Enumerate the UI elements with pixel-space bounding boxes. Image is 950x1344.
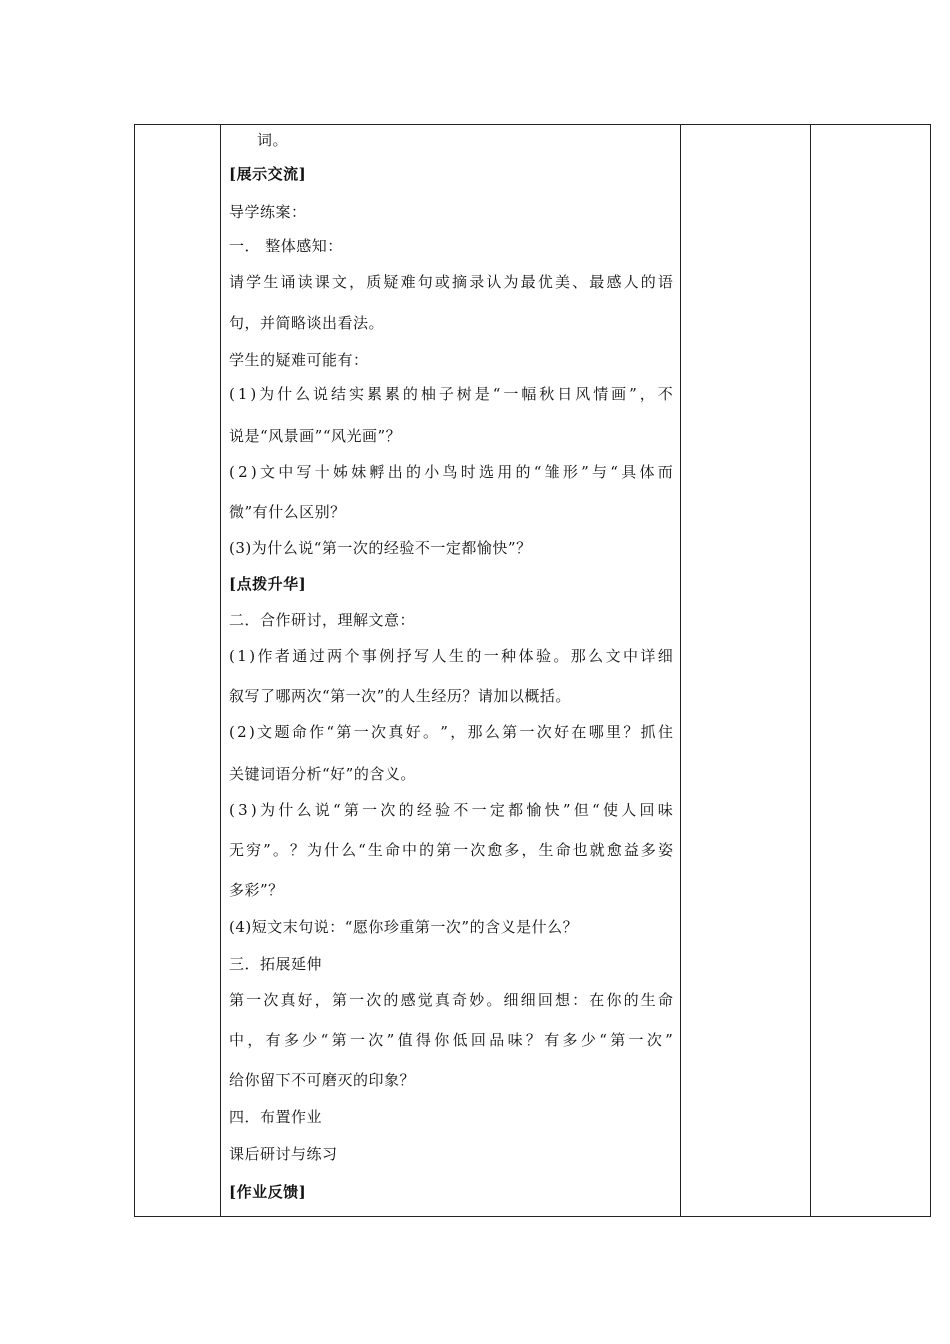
text-line: 说是“风景画”“风光画”？ bbox=[229, 427, 402, 445]
text-line: ( 2 ) 文 题 命 作 “ 第 一 次 真 好 。 ” ， 那 么 第 一 次 好 在 哪 里 ？ 抓 住 bbox=[229, 723, 673, 741]
text-line: 请 学 生 诵 读 课 文 ， 质 疑 难 句 或 摘 录 认 为 最 优 美 、 最 感 人 的 语 bbox=[229, 273, 673, 291]
text-line: 关键词语分析“好”的含义。 bbox=[229, 765, 416, 783]
text-line: 一． 整体感知： bbox=[229, 237, 343, 255]
text-line: 四．布置作业 bbox=[229, 1108, 323, 1126]
text-line: 多彩”？ bbox=[229, 881, 284, 899]
text-line: (3)为什么说“第一次的经验不一定都愉快”？ bbox=[229, 539, 532, 557]
text-line: 句，并简略谈出看法。 bbox=[229, 314, 385, 332]
column-divider bbox=[810, 125, 811, 1216]
text-line: 无 穷 ” 。 ？ 为 什 么 “ 生 命 中 的 第 一 次 愈 多 ， 生 命 也 就 愈 益 多 姿 bbox=[229, 841, 673, 859]
text-line: 二．合作研讨，理解文意： bbox=[229, 611, 416, 629]
text-line: 第 一 次 真 好 ， 第 一 次 的 感 觉 真 奇 妙 。 细 细 回 想 ： 在 你 的 生 命 bbox=[229, 991, 673, 1009]
text-line: 中 ， 有 多 少 “ 第 一 次 ” 值 得 你 低 回 品 味 ？ 有 多 少 “ 第 一 次 ” bbox=[229, 1031, 673, 1049]
section-heading: [展示交流] bbox=[229, 165, 307, 183]
text-line: 微”有什么区别？ bbox=[229, 503, 346, 521]
text-line: 导学练案： bbox=[229, 203, 307, 221]
column-divider bbox=[680, 125, 681, 1216]
column-divider bbox=[220, 125, 221, 1216]
text-line: 词。 bbox=[257, 131, 289, 149]
text-line: 学生的疑难可能有： bbox=[229, 351, 369, 369]
section-heading: [作业反馈] bbox=[229, 1183, 307, 1201]
text-line: 课后研讨与练习 bbox=[229, 1145, 338, 1163]
text-line: (4)短文末句说：“愿你珍重第一次”的含义是什么？ bbox=[229, 918, 579, 936]
text-line: 给你留下不可磨灭的印象？ bbox=[229, 1071, 416, 1089]
text-line: ( 1 ) 作 者 通 过 两 个 事 例 抒 写 人 生 的 一 种 体 验 。 那 么 文 中 详 细 bbox=[229, 647, 673, 665]
text-line: ( 3 ) 为 什 么 说 “ 第 一 次 的 经 验 不 一 定 都 愉 快 ” 但 “ 使 人 回 味 bbox=[229, 801, 673, 819]
section-heading: [点拨升华] bbox=[229, 575, 307, 593]
text-line: 叙写了哪两次“第一次”的人生经历？请加以概括。 bbox=[229, 687, 571, 705]
text-line: 三．拓展延伸 bbox=[229, 955, 323, 973]
text-line: ( 1 ) 为 什 么 说 结 实 累 累 的 柚 子 树 是 “ 一 幅 秋 日 风 情 画 ” ， 不 bbox=[229, 385, 673, 403]
text-line: ( 2 ) 文 中 写 十 姊 妹 孵 出 的 小 鸟 时 选 用 的 “ 雏 形 ” 与 “ 具 体 而 bbox=[229, 463, 673, 481]
